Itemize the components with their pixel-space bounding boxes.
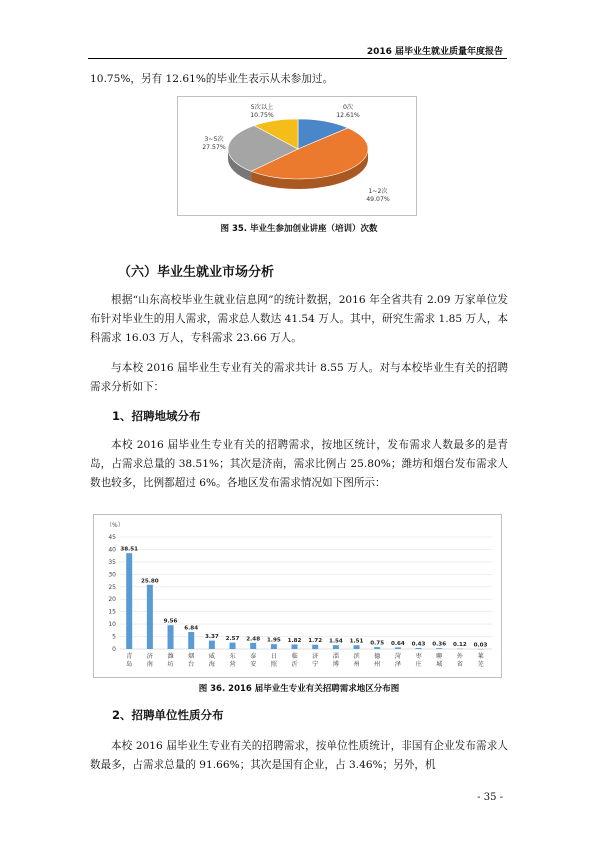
pie-value-2: 27.57% bbox=[202, 144, 226, 151]
bar-category-label-8: 临沂 bbox=[291, 653, 298, 668]
bar-category-label-15: 聊城 bbox=[436, 653, 443, 668]
pie-label-0: 0次 bbox=[342, 104, 354, 111]
pie-chart-frame bbox=[177, 96, 417, 216]
bar-y-axis-label: （%） bbox=[106, 522, 124, 529]
bar-6 bbox=[250, 643, 256, 649]
paragraph-4: 本校 2016 届毕业生专业有关的招聘需求，按单位性质统计，非国有企业发布需求人数最多，占需求总量的 91.66%；其次是国有企业，占 3.46%；另外，机 bbox=[90, 740, 508, 771]
section6-heading: （六）毕业生就业市场分析 bbox=[118, 265, 275, 280]
bar-value-label-10: 1.54 bbox=[328, 638, 343, 645]
pie-chart bbox=[178, 97, 416, 215]
bar-category-label-6: 泰安 bbox=[250, 653, 257, 668]
bar-4 bbox=[209, 641, 215, 649]
bar-0 bbox=[126, 553, 132, 649]
bar-y-tick-8: 40 bbox=[108, 546, 116, 554]
bar-7 bbox=[271, 644, 277, 649]
bar-y-tick-9: 45 bbox=[108, 534, 116, 541]
bar-category-label-1: 济南 bbox=[146, 653, 153, 668]
bar-category-label-16: 外省 bbox=[456, 653, 463, 668]
bar-y-tick-5: 25 bbox=[108, 583, 116, 591]
bar-value-label-16: 0.12 bbox=[452, 642, 467, 649]
figure35-caption: 图 35. 毕业生参加创业讲座（培训）次数 bbox=[220, 224, 378, 234]
bar-chart bbox=[94, 515, 501, 677]
figure36-caption: 图 36. 2016 届毕业生专业有关招聘需求地区分布图 bbox=[198, 684, 400, 694]
bar-value-label-17: 0.03 bbox=[473, 642, 488, 649]
bar-y-tick-2: 10 bbox=[108, 621, 116, 629]
bar-10 bbox=[333, 645, 339, 649]
bar-value-label-4: 3.37 bbox=[204, 634, 219, 641]
bar-value-label-11: 1.51 bbox=[349, 638, 364, 645]
bar-category-label-7: 日照 bbox=[270, 653, 277, 668]
bar-12 bbox=[374, 647, 380, 649]
bar-category-label-0: 青岛 bbox=[126, 653, 133, 668]
bar-14 bbox=[416, 648, 422, 649]
bar-y-tick-6: 30 bbox=[108, 571, 116, 579]
bar-value-label-2: 9.56 bbox=[163, 618, 178, 625]
intro-line: 10.75%，另有 12.61%的毕业生表示从未参加过。 bbox=[90, 73, 334, 85]
bar-value-label-15: 0.36 bbox=[432, 641, 447, 648]
bar-8 bbox=[292, 644, 298, 649]
bar-11 bbox=[354, 645, 360, 649]
bar-y-tick-7: 35 bbox=[108, 558, 116, 566]
running-header: 2016 届毕业生就业质量年度报告 bbox=[366, 47, 503, 57]
subsection1-heading: 1、招聘地域分布 bbox=[112, 409, 201, 423]
pie-value-1: 49.07% bbox=[366, 196, 390, 203]
pie-label-2: 3~5次 bbox=[204, 136, 224, 143]
bar-value-label-6: 2.48 bbox=[246, 636, 261, 643]
paragraph-3: 本校 2016 届毕业生专业有关的招聘需求，按地区统计，发布需求人数最多的是青岛，占需求总量的 38.51%；其次是济南，需求比例占 25.80%；潍坊和烟台发布需求人数也较多，比例都超过 6%。各地区发布需求情况如下图所示： bbox=[90, 439, 508, 489]
pie-value-3: 10.75% bbox=[250, 112, 274, 119]
bar-value-label-3: 6.84 bbox=[184, 625, 199, 632]
bar-y-tick-3: 15 bbox=[108, 608, 116, 616]
pie-label-1: 1~2次 bbox=[368, 188, 388, 195]
pie-value-0: 12.61% bbox=[336, 112, 360, 119]
bar-category-label-3: 烟台 bbox=[188, 653, 195, 668]
subsection2-heading: 2、招聘单位性质分布 bbox=[112, 708, 224, 722]
bar-1 bbox=[147, 585, 153, 649]
bar-value-label-14: 0.43 bbox=[411, 641, 426, 648]
paragraph-1: 根据“山东高校毕业生就业信息网”的统计数据，2016 年全省共有 2.09 万家单位发布针对毕业生的用人需求，需求总人数达 41.54 万人。其中，研究生需求 1.85 万人，本科需求 16.03 万人，专科需求 23.66 万人。 bbox=[90, 294, 508, 344]
bar-category-label-13: 菏泽 bbox=[394, 653, 401, 668]
header-rule bbox=[88, 58, 507, 59]
pie-label-3: 5次以上 bbox=[250, 104, 274, 111]
bar-value-label-9: 1.72 bbox=[308, 638, 323, 645]
bar-category-label-4: 威海 bbox=[208, 653, 215, 668]
bar-category-label-5: 东营 bbox=[229, 653, 236, 668]
bar-category-label-11: 滨州 bbox=[353, 653, 360, 668]
bar-value-label-8: 1.82 bbox=[287, 637, 302, 644]
bar-chart-frame bbox=[93, 514, 502, 678]
bar-13 bbox=[395, 647, 401, 649]
bar-y-tick-4: 20 bbox=[108, 596, 116, 604]
bar-5 bbox=[230, 643, 236, 649]
bar-value-label-12: 0.75 bbox=[370, 640, 385, 647]
page-number: - 35 - bbox=[477, 792, 503, 803]
bar-category-label-12: 德州 bbox=[374, 653, 381, 668]
bar-category-label-2: 潍坊 bbox=[167, 653, 174, 668]
bar-15 bbox=[436, 648, 442, 649]
bar-category-label-9: 济宁 bbox=[312, 653, 319, 668]
bar-category-label-10: 淄博 bbox=[332, 653, 339, 668]
bar-y-tick-0: 0 bbox=[112, 646, 116, 653]
bar-category-label-14: 枣庄 bbox=[415, 653, 422, 668]
bar-2 bbox=[168, 625, 174, 649]
bar-value-label-0: 38.51 bbox=[120, 546, 139, 553]
bar-value-label-5: 2.57 bbox=[225, 636, 240, 643]
bar-y-tick-1: 5 bbox=[112, 633, 116, 641]
bar-9 bbox=[312, 645, 318, 649]
bar-value-label-1: 25.80 bbox=[141, 578, 159, 585]
bar-category-label-17: 莱芜 bbox=[477, 653, 484, 668]
bar-value-label-13: 0.64 bbox=[390, 640, 405, 647]
paragraph-2: 与本校 2016 届毕业生专业有关的需求共计 8.55 万人。对与本校毕业生有关的招聘需求分析如下： bbox=[90, 362, 508, 393]
bar-3 bbox=[188, 632, 194, 649]
bar-value-label-7: 1.95 bbox=[266, 637, 281, 644]
